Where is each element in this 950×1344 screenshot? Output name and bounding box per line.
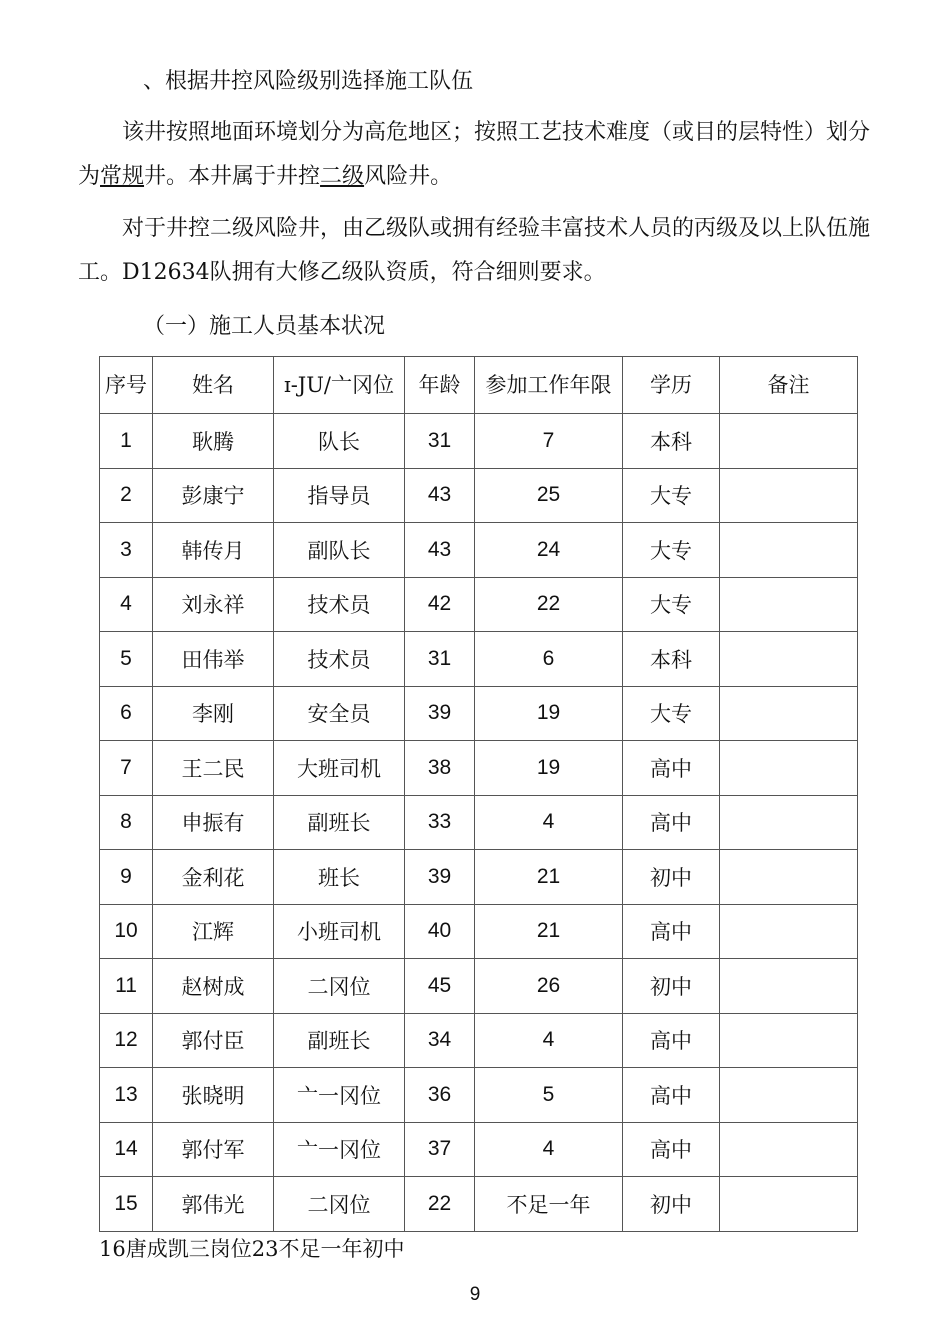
cell-name: 田伟举 (153, 632, 274, 687)
cell-years: 5 (475, 1068, 623, 1123)
cell-age: 42 (405, 577, 475, 632)
cell-age: 34 (405, 1013, 475, 1068)
cell-age: 37 (405, 1122, 475, 1177)
table-row (100, 1068, 858, 1123)
cell-age: 45 (405, 959, 475, 1014)
cell-education: 高中 (623, 1013, 720, 1068)
table-row (100, 959, 858, 1014)
cell-number: 2 (100, 468, 153, 523)
cell-post: 技术员 (274, 632, 405, 687)
cell-note (720, 1068, 858, 1123)
cell-age: 33 (405, 795, 475, 850)
cell-education: 大专 (623, 686, 720, 741)
table-row (100, 1013, 858, 1068)
cell-note (720, 523, 858, 578)
cell-age: 22 (405, 1177, 475, 1232)
cell-age: 40 (405, 904, 475, 959)
cell-name: 金利花 (153, 850, 274, 905)
cell-number: 14 (100, 1122, 153, 1177)
cell-note (720, 468, 858, 523)
table-row (100, 468, 858, 523)
paragraph-team-qualification: 对于井控二级风险井，由乙级队或拥有经验丰富技术人员的丙级及以上队伍施工。D12634队拥有大修乙级队资质，符合细则要求。 (78, 216, 871, 285)
cell-years: 19 (475, 741, 623, 796)
paragraph-risk-classification (78, 111, 878, 199)
cell-name: 郭付军 (153, 1122, 274, 1177)
cell-post: 亠一冈位 (274, 1122, 405, 1177)
cell-education: 高中 (623, 1122, 720, 1177)
table-row (100, 577, 858, 632)
cell-post: 副班长 (274, 1013, 405, 1068)
cell-name: 韩传月 (153, 523, 274, 578)
cell-years: 7 (475, 414, 623, 469)
cell-education: 高中 (623, 1068, 720, 1123)
cell-note (720, 850, 858, 905)
cell-number: 11 (100, 959, 153, 1014)
cell-name: 赵树成 (153, 959, 274, 1014)
cell-education: 初中 (623, 1177, 720, 1232)
underlined-term: 二级 (320, 164, 365, 189)
column-header: 备注 (720, 357, 858, 414)
cell-years: 不足一年 (475, 1177, 623, 1232)
cell-years: 4 (475, 795, 623, 850)
cell-note (720, 1177, 858, 1232)
cell-number: 7 (100, 741, 153, 796)
column-header: 姓名 (153, 357, 274, 414)
cell-post: 二冈位 (274, 1177, 405, 1232)
cell-name: 张晓明 (153, 1068, 274, 1123)
cell-post: 副队长 (274, 523, 405, 578)
text-span: 风险井。 (364, 164, 453, 189)
cell-education: 初中 (623, 850, 720, 905)
table-row (100, 632, 858, 687)
cell-age: 43 (405, 468, 475, 523)
staff-table (99, 356, 858, 1232)
cell-number: 10 (100, 904, 153, 959)
cell-number: 6 (100, 686, 153, 741)
cell-age: 31 (405, 632, 475, 687)
table-header-row (100, 357, 858, 414)
cell-education: 大专 (623, 523, 720, 578)
cell-note (720, 686, 858, 741)
cell-name: 江辉 (153, 904, 274, 959)
cell-age: 39 (405, 850, 475, 905)
table-row (100, 523, 858, 578)
cell-name: 王二民 (153, 741, 274, 796)
cell-name: 李刚 (153, 686, 274, 741)
cell-number: 4 (100, 577, 153, 632)
column-header: 学历 (623, 357, 720, 414)
cell-number: 3 (100, 523, 153, 578)
cell-education: 大专 (623, 577, 720, 632)
cell-post: 小班司机 (274, 904, 405, 959)
text-span: 该井按照地面环境划分为高危地区；按照工艺技术难度（或目的层特性）划分为 (78, 120, 871, 189)
cell-post: 安全员 (274, 686, 405, 741)
cell-number: 5 (100, 632, 153, 687)
cell-education: 高中 (623, 795, 720, 850)
cell-note (720, 795, 858, 850)
cell-note (720, 1122, 858, 1177)
cell-name: 郭付臣 (153, 1013, 274, 1068)
cell-age: 36 (405, 1068, 475, 1123)
cell-years: 21 (475, 850, 623, 905)
cell-number: 13 (100, 1068, 153, 1123)
cell-post: 大班司机 (274, 741, 405, 796)
cell-note (720, 904, 858, 959)
cell-number: 12 (100, 1013, 153, 1068)
cell-education: 本科 (623, 632, 720, 687)
table-row (100, 1122, 858, 1177)
cell-age: 43 (405, 523, 475, 578)
section-heading: 、根据井控风险级别选择施工队伍 (143, 69, 474, 94)
cell-number: 9 (100, 850, 153, 905)
cell-years: 22 (475, 577, 623, 632)
table-row (100, 850, 858, 905)
table-row (100, 1177, 858, 1232)
underlined-term: 常规 (100, 164, 145, 189)
column-header: ɪ-JU/亠冈位 (274, 357, 405, 414)
text-span: 井。本井属于井控 (144, 164, 321, 189)
cell-post: 班长 (274, 850, 405, 905)
cell-age: 38 (405, 741, 475, 796)
cell-number: 8 (100, 795, 153, 850)
cell-years: 25 (475, 468, 623, 523)
cell-years: 21 (475, 904, 623, 959)
page-number: 9 (469, 1284, 481, 1305)
cell-education: 高中 (623, 741, 720, 796)
table-row (100, 686, 858, 741)
table-row (100, 904, 858, 959)
cell-number: 15 (100, 1177, 153, 1232)
table-caption: （一）施工人员基本状况 (143, 314, 386, 339)
cell-years: 24 (475, 523, 623, 578)
cell-name: 彭康宁 (153, 468, 274, 523)
table-row (100, 795, 858, 850)
cell-note (720, 414, 858, 469)
cell-years: 26 (475, 959, 623, 1014)
cell-name: 耿腾 (153, 414, 274, 469)
cell-post: 亠一冈位 (274, 1068, 405, 1123)
cell-years: 4 (475, 1013, 623, 1068)
column-header: 参加工作年限 (475, 357, 623, 414)
cell-post: 队长 (274, 414, 405, 469)
cell-note (720, 959, 858, 1014)
cell-years: 6 (475, 632, 623, 687)
cell-years: 4 (475, 1122, 623, 1177)
cell-post: 技术员 (274, 577, 405, 632)
table-row (100, 414, 858, 469)
cell-name: 刘永祥 (153, 577, 274, 632)
cell-name: 郭伟光 (153, 1177, 274, 1232)
cell-age: 31 (405, 414, 475, 469)
overflow-row-text: 16唐成凯三岗位23不足一年初中 (99, 1237, 405, 1261)
cell-note (720, 1013, 858, 1068)
cell-number: 1 (100, 414, 153, 469)
cell-note (720, 741, 858, 796)
column-header: 序号 (100, 357, 153, 414)
cell-post: 指导员 (274, 468, 405, 523)
cell-name: 申振有 (153, 795, 274, 850)
cell-education: 初中 (623, 959, 720, 1014)
cell-post: 副班长 (274, 795, 405, 850)
cell-education: 本科 (623, 414, 720, 469)
table-row (100, 741, 858, 796)
cell-note (720, 632, 858, 687)
cell-post: 二冈位 (274, 959, 405, 1014)
column-header: 年龄 (405, 357, 475, 414)
cell-education: 大专 (623, 468, 720, 523)
cell-note (720, 577, 858, 632)
cell-years: 19 (475, 686, 623, 741)
cell-education: 高中 (623, 904, 720, 959)
cell-age: 39 (405, 686, 475, 741)
